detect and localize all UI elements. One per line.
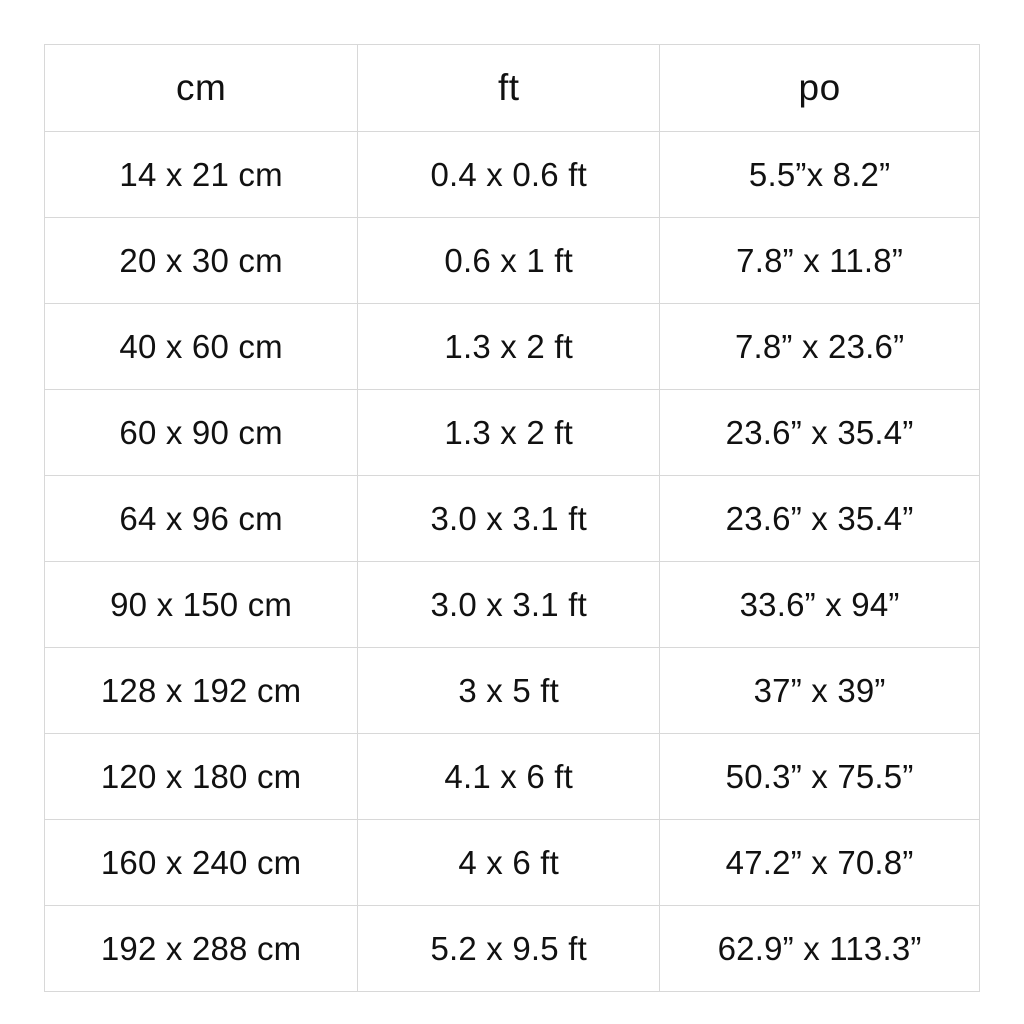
cell-cm: 60 x 90 cm [45,390,358,476]
table-row [45,390,980,476]
cell-ft: 3.0 x 3.1 ft [358,476,660,562]
cell-ft: 3 x 5 ft [358,648,660,734]
table-row [45,562,980,648]
cell-po: 33.6” x 94” [660,562,980,648]
size-conversion-table [44,44,980,992]
cell-po: 47.2” x 70.8” [660,820,980,906]
cell-cm: 20 x 30 cm [45,218,358,304]
table-body [45,132,980,992]
cell-po: 7.8” x 11.8” [660,218,980,304]
cell-po: 23.6” x 35.4” [660,476,980,562]
cell-po: 5.5”x 8.2” [660,132,980,218]
cell-ft: 0.4 x 0.6 ft [358,132,660,218]
cell-ft: 4.1 x 6 ft [358,734,660,820]
column-header-po: po [660,45,980,132]
table-row [45,820,980,906]
table-header-row [45,45,980,132]
cell-cm: 160 x 240 cm [45,820,358,906]
cell-ft: 4 x 6 ft [358,820,660,906]
cell-cm: 40 x 60 cm [45,304,358,390]
table-row [45,304,980,390]
cell-po: 23.6” x 35.4” [660,390,980,476]
cell-cm: 14 x 21 cm [45,132,358,218]
cell-cm: 192 x 288 cm [45,906,358,992]
table-row [45,476,980,562]
column-header-ft: ft [358,45,660,132]
column-header-cm: cm [45,45,358,132]
cell-cm: 64 x 96 cm [45,476,358,562]
cell-ft: 3.0 x 3.1 ft [358,562,660,648]
cell-cm: 128 x 192 cm [45,648,358,734]
table-row [45,906,980,992]
table-row [45,734,980,820]
cell-ft: 0.6 x 1 ft [358,218,660,304]
cell-po: 37” x 39” [660,648,980,734]
table-row [45,218,980,304]
cell-cm: 120 x 180 cm [45,734,358,820]
cell-po: 7.8” x 23.6” [660,304,980,390]
cell-ft: 1.3 x 2 ft [358,304,660,390]
table-row [45,648,980,734]
cell-ft: 5.2 x 9.5 ft [358,906,660,992]
cell-cm: 90 x 150 cm [45,562,358,648]
cell-ft: 1.3 x 2 ft [358,390,660,476]
table-header [45,45,980,132]
cell-po: 50.3” x 75.5” [660,734,980,820]
cell-po: 62.9” x 113.3” [660,906,980,992]
table-row [45,132,980,218]
size-conversion-table-container [44,44,980,980]
